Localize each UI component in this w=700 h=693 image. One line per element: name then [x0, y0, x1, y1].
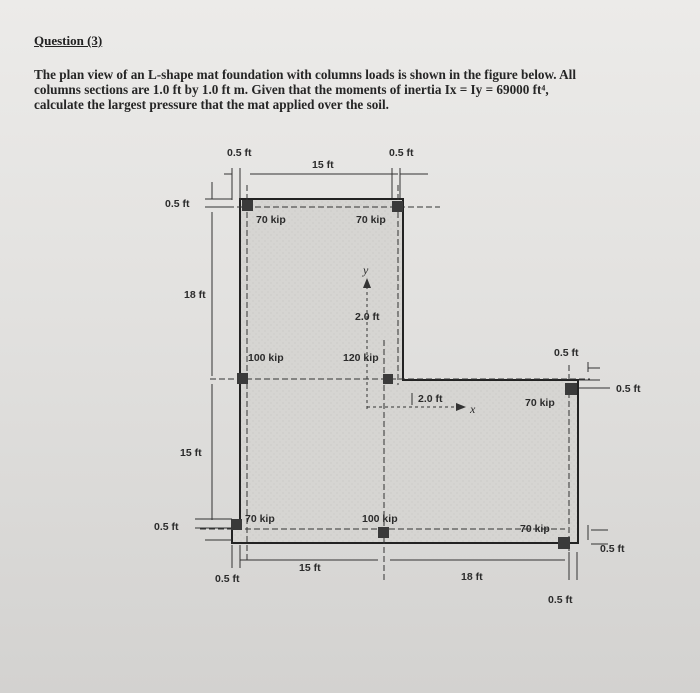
- dim-bottom-15: 15 ft: [299, 562, 321, 574]
- load-br: 70 kip: [520, 523, 550, 535]
- offset-y-label: 2.0 ft: [355, 311, 380, 323]
- load-mc: 120 kip: [343, 352, 379, 364]
- question-line: The plan view of an L-shape mat foundation with columns loads is shown in the figure below. All: [34, 67, 577, 82]
- dim-left-top: 0.5 ft: [165, 198, 190, 210]
- load-ml: 100 kip: [248, 352, 284, 364]
- dim-top-left: 0.5 ft: [227, 147, 252, 159]
- column-tl: [242, 200, 253, 211]
- axis-x-label: x: [470, 402, 476, 416]
- question-line: columns sections are 1.0 ft by 1.0 ft m. Given that the moments of inertia Ix = Iy = 69000 ft⁴,: [34, 82, 549, 97]
- load-tl: 70 kip: [256, 214, 286, 226]
- dim-bottom-18: 18 ft: [461, 571, 483, 583]
- dim-bottom-left: 0.5 ft: [215, 573, 240, 585]
- dim-right-low: 0.5 ft: [600, 543, 625, 555]
- column-mr: [565, 383, 577, 395]
- offset-x-label: 2.0 ft: [418, 393, 443, 405]
- column-tr: [392, 201, 403, 212]
- load-bl: 70 kip: [245, 513, 275, 525]
- load-tr: 70 kip: [356, 214, 386, 226]
- dim-left-15: 15 ft: [180, 447, 202, 459]
- question-line: calculate the largest pressure that the mat applied over the soil.: [34, 97, 389, 112]
- dim-right-mid: 0.5 ft: [616, 383, 641, 395]
- load-bc: 100 kip: [362, 513, 398, 525]
- column-bc: [378, 527, 389, 538]
- column-ml: [237, 373, 248, 384]
- column-br: [558, 537, 570, 549]
- dim-left-bottom: 0.5 ft: [154, 521, 179, 533]
- axis-y-label: y: [363, 263, 369, 277]
- load-mr: 70 kip: [525, 397, 555, 409]
- dim-top-span: 15 ft: [312, 159, 334, 171]
- question-heading: Question (3): [34, 33, 103, 48]
- dim-left-18: 18 ft: [184, 289, 206, 301]
- column-bl: [231, 519, 242, 530]
- mat-outline: [232, 199, 578, 543]
- column-mc: [383, 374, 393, 384]
- dim-top-right: 0.5 ft: [389, 147, 414, 159]
- dim-right-bottom: 0.5 ft: [548, 594, 573, 606]
- dim-right-top: 0.5 ft: [554, 347, 579, 359]
